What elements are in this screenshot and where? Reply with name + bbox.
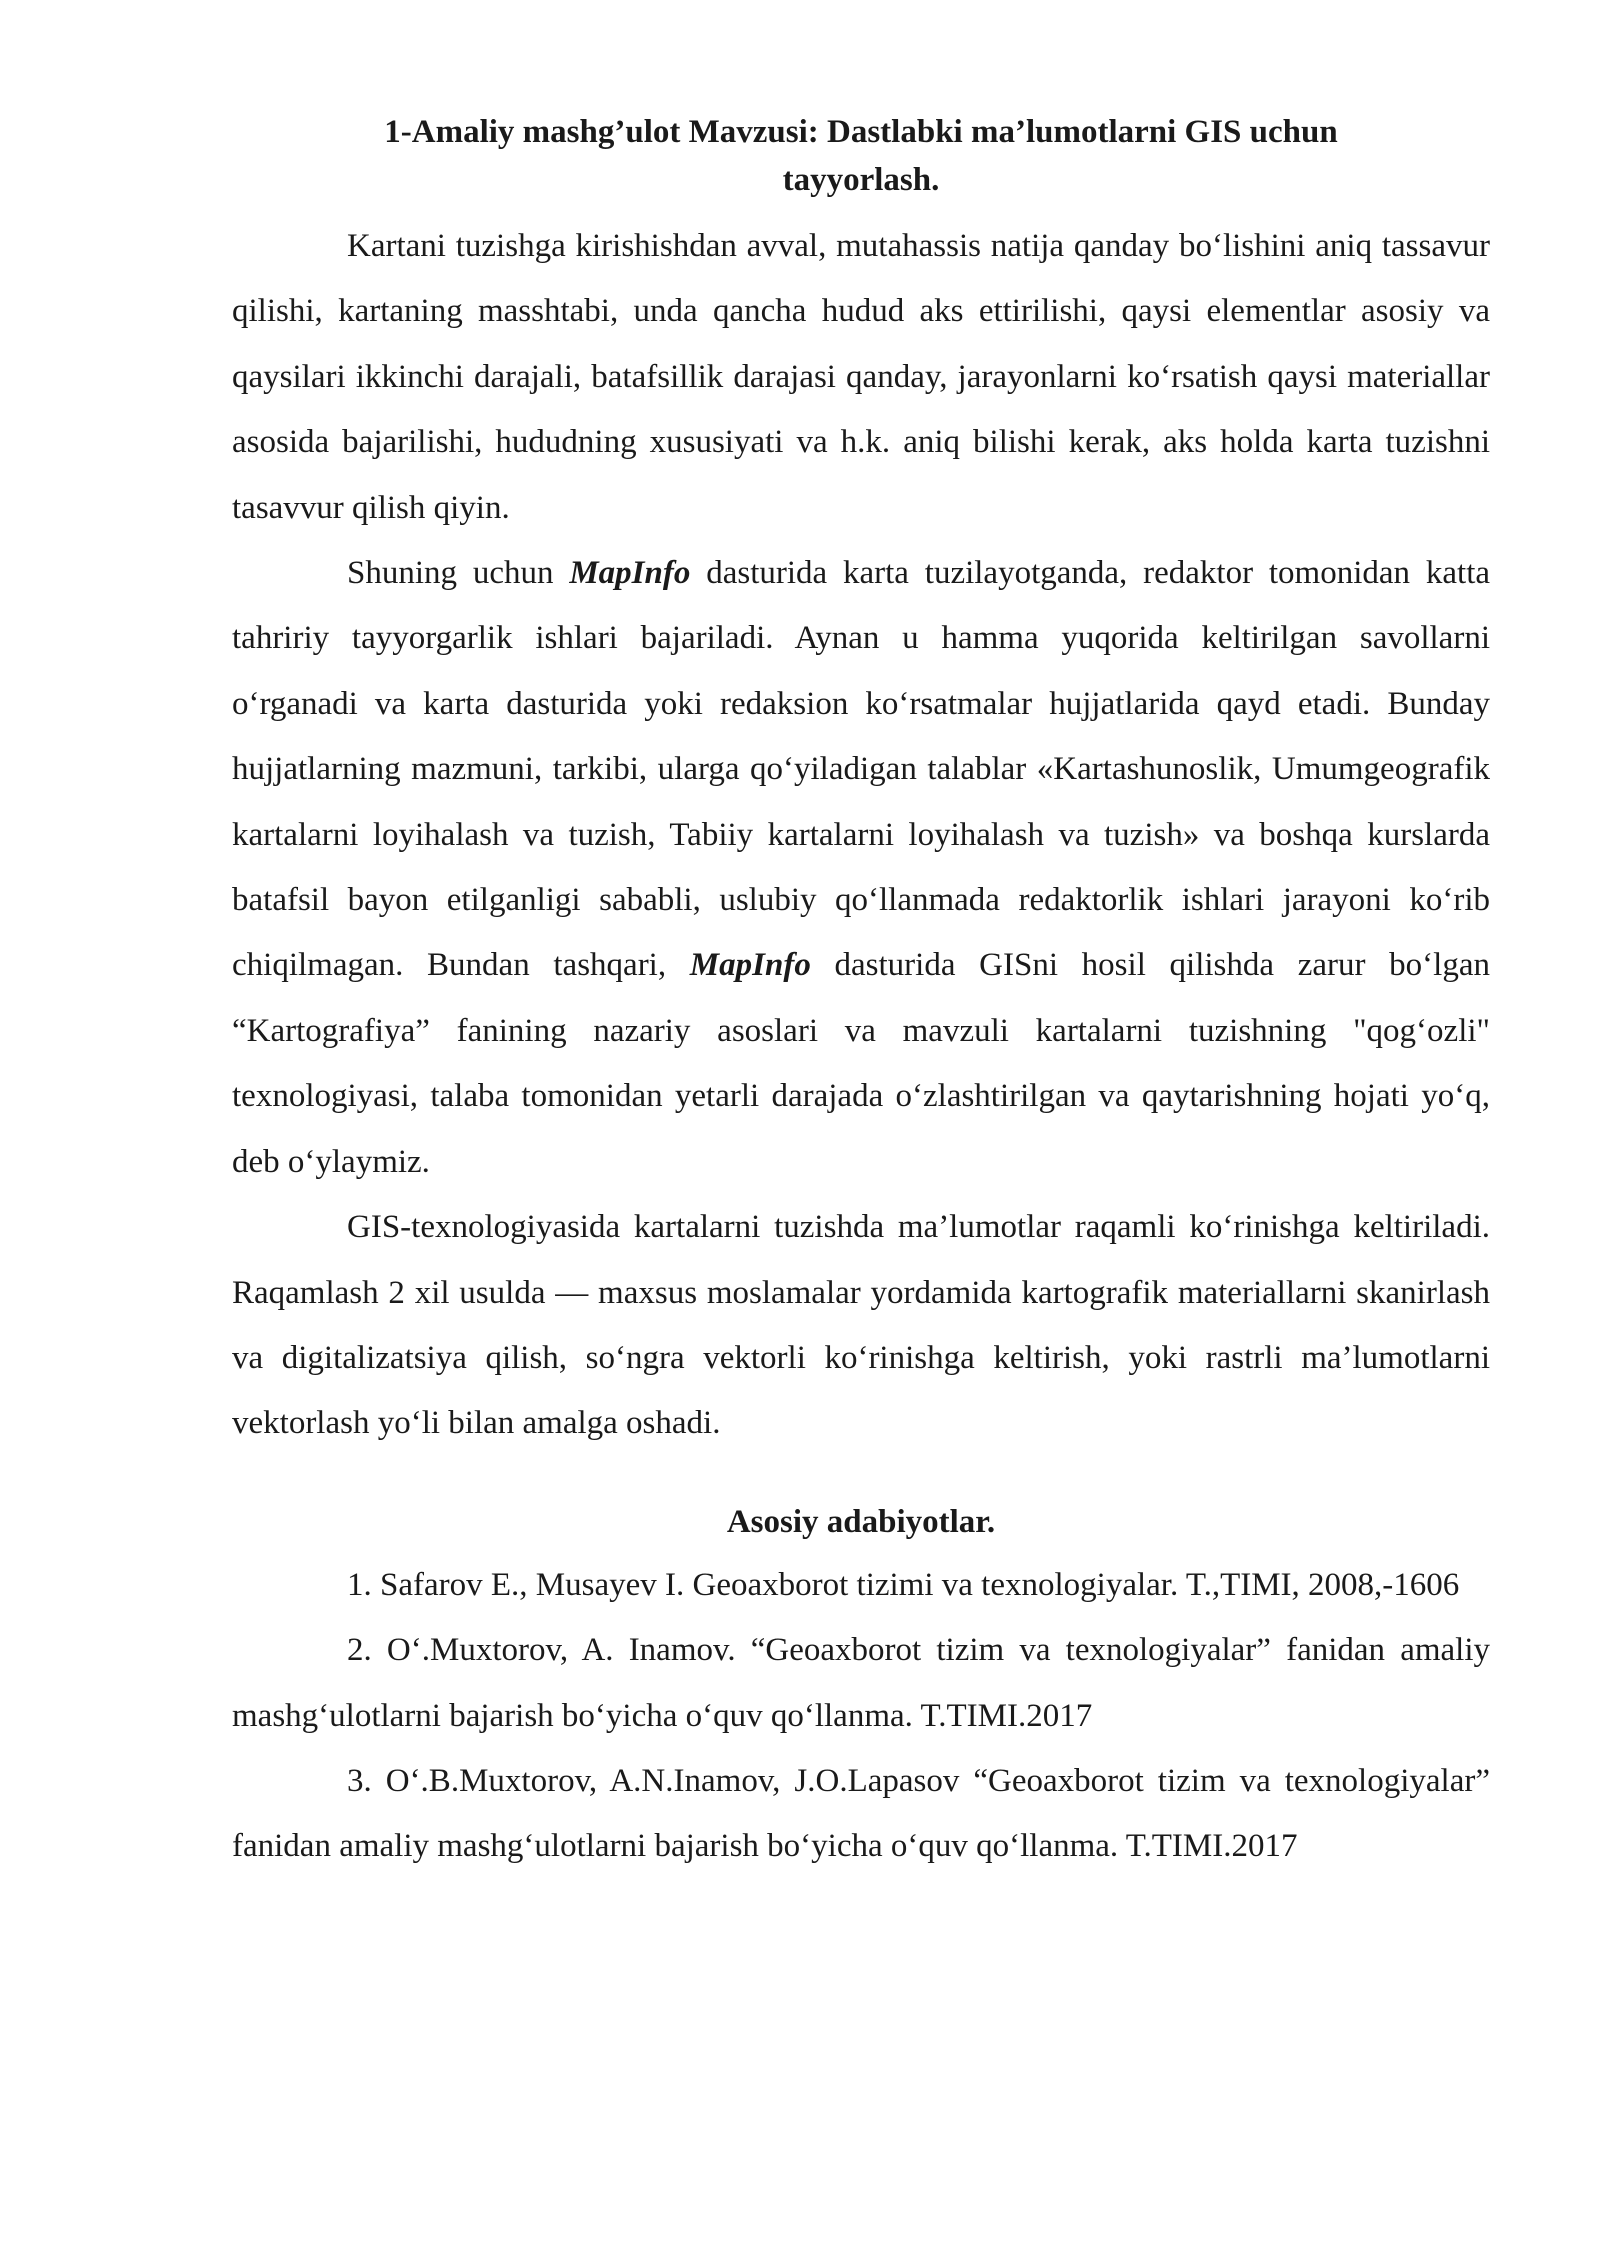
reference-item-1: 1. Safarov E., Musayev I. Geoaxborot tizimi va texnologiyalar. T.,TIMI, 2008,-1606 xyxy=(347,1566,1460,1603)
reference-item-3: 3. Oʻ.B.Muxtorov, A.N.Inamov, J.O.Lapasov “Geoaxborot tizim va texnologiyalar” fanidan amaliy mashgʻulotlarni bajarish boʻyicha oʻquv qoʻllanma. T.TIMI.2017 xyxy=(232,1762,1490,1865)
paragraph-mapinfo-part-2: dasturida karta tuzilayotganda, redaktor tomonidan katta tahririy tayyorgarlik ishlari bajariladi. Aynan u hamma yuqorida keltirilgan savollarni oʻrganadi va karta dasturida yoki redaksion koʻrsatmalar hujjatlarida qayd etadi. Bunday hujjatlarning mazmuni, tarkibi, ularga qoʻyiladigan talablar «Kartashunoslik, Umumgeografik kartalarni loyihalash va tuzish, Tabiiy kartalarni loyihalash va tuzish» va boshqa kurslarda batafsil bayon etilganligi sababli, uslubiy qoʻllanmada redaktorlik ishlari jarayoni koʻrib chiqilmagan. Bundan tashqari, xyxy=(232,555,1491,984)
paragraph-mapinfo-part-1: Shuning uchun xyxy=(347,555,570,592)
paragraph-mapinfo-part-3: dasturida GISni hosil qilishda zarur boʻlgan “Kartografiya” fanining nazariy asoslari va mavzuli kartalarni tuzishning "qogʻozli" texnologiyasi, talaba tomonidan yetarli darajada oʻzlashtirilgan va qaytarishning hojati yoʻq, deb oʻylaymiz. xyxy=(232,947,1490,1180)
reference-item-2: 2. Oʻ.Muxtorov, A. Inamov. “Geoaxborot tizim va texnologiyalar” fanidan amaliy mashgʻulotlarni bajarish boʻyicha oʻquv qoʻllanma. T.TIMI.2017 xyxy=(232,1632,1490,1734)
paragraph-gis-technology: GIS-texnologiyasida kartalarni tuzishda ma’lumotlar raqamli koʻrinishga keltiriladi. Raqamlash 2 xil usulda — maxsus moslamalar yordamida kartografik materiallarni skanirlash va digitalizatsiya qilish, soʻngra vektorli koʻrinishga keltirish, yoki rastrli ma’lumotlarni vektorlash yoʻli bilan amalga oshadi. xyxy=(232,1209,1490,1442)
paragraph-mapinfo xyxy=(232,541,1490,1195)
document-page xyxy=(232,108,1490,1880)
mapinfo-emphasis-1: MapInfo xyxy=(569,555,691,592)
references-title: Asosiy adabiyotlar. xyxy=(726,1503,996,1540)
paragraph-intro: Kartani tuzishga kirishishdan avval, mutahassis natija qanday boʻlishini aniq tassavur qilishi, kartaning masshtabi, unda qancha hudud aks ettirilishi, qaysi elementlar asosiy va qaysilari ikkinchi darajali, batafsillik darajasi qanday, jarayonlarni koʻrsatish qaysi materiallar asosida bajarilishi, hududning xususiyati va h.k. aniq bilishi kerak, aks holda karta tuzishni tasavvur qilish qiyin. xyxy=(232,228,1490,526)
document-title-line-2: tayyorlash. xyxy=(782,162,940,198)
document-title xyxy=(232,108,1490,204)
mapinfo-emphasis-2: MapInfo xyxy=(689,947,811,984)
references-list xyxy=(232,1553,1490,1880)
document-title-line-1: 1-Amaliy mashg’ulot Mavzusi: Dastlabki ma’lumotlarni GIS uchun xyxy=(384,114,1338,150)
